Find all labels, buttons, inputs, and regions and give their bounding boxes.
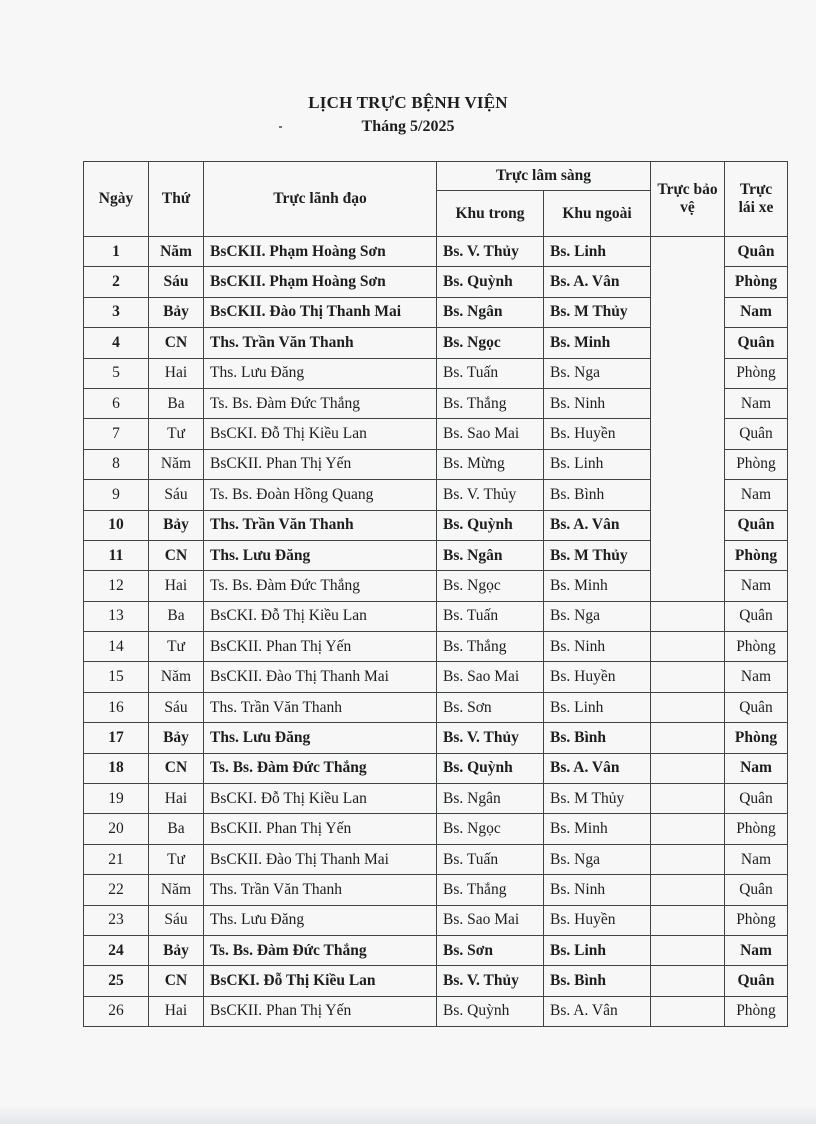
- outer-zone-cell: Bs. Ninh: [544, 632, 651, 662]
- day-cell: 5: [84, 358, 149, 388]
- outer-zone-cell: Bs. A. Vân: [544, 996, 651, 1026]
- driver-cell: Nam: [725, 571, 788, 601]
- leader-cell: Ts. Bs. Đàm Đức Thắng: [204, 388, 437, 418]
- driver-cell: Nam: [725, 753, 788, 783]
- leader-cell: Ths. Trần Văn Thanh: [204, 328, 437, 358]
- leader-cell: BsCKII. Phan Thị Yến: [204, 996, 437, 1026]
- inner-zone-cell: Bs. Tuấn: [437, 601, 544, 631]
- inner-zone-cell: Bs. Thắng: [437, 875, 544, 905]
- inner-zone-cell: Bs. Sơn: [437, 935, 544, 965]
- leader-cell: Ths. Lưu Đăng: [204, 358, 437, 388]
- leader-cell: BsCKI. Đỗ Thị Kiều Lan: [204, 601, 437, 631]
- table-row: [84, 632, 788, 662]
- inner-zone-cell: Bs. Ngân: [437, 784, 544, 814]
- guard-cell: [651, 935, 725, 965]
- day-cell: 16: [84, 692, 149, 722]
- leader-cell: BsCKI. Đỗ Thị Kiều Lan: [204, 966, 437, 996]
- leader-cell: BsCKII. Phạm Hoàng Sơn: [204, 267, 437, 297]
- leader-cell: Ths. Trần Văn Thanh: [204, 510, 437, 540]
- weekday-cell: Năm: [149, 662, 204, 692]
- col-header-weekday: Thứ: [149, 162, 204, 237]
- inner-zone-cell: Bs. Sao Mai: [437, 419, 544, 449]
- outer-zone-cell: Bs. Linh: [544, 449, 651, 479]
- leader-cell: Ths. Lưu Đăng: [204, 540, 437, 570]
- weekday-cell: Hai: [149, 358, 204, 388]
- day-cell: 12: [84, 571, 149, 601]
- driver-cell: Phòng: [725, 905, 788, 935]
- table-row: [84, 905, 788, 935]
- outer-zone-cell: Bs. Nga: [544, 844, 651, 874]
- outer-zone-cell: Bs. Huyền: [544, 662, 651, 692]
- col-header-driver: Trực lái xe: [725, 162, 788, 237]
- leader-cell: BsCKII. Phạm Hoàng Sơn: [204, 237, 437, 267]
- leader-cell: Ts. Bs. Đoàn Hồng Quang: [204, 480, 437, 510]
- leader-cell: BsCKII. Phan Thị Yến: [204, 814, 437, 844]
- table-row: [84, 875, 788, 905]
- inner-zone-cell: Bs. Quỳnh: [437, 996, 544, 1026]
- col-header-outer: Khu ngoài: [544, 191, 651, 237]
- col-header-guard: Trực bảo vệ: [651, 162, 725, 237]
- day-cell: 19: [84, 784, 149, 814]
- day-cell: 17: [84, 723, 149, 753]
- table-row: [84, 996, 788, 1026]
- driver-cell: Nam: [725, 844, 788, 874]
- guard-cell: [651, 814, 725, 844]
- day-cell: 4: [84, 328, 149, 358]
- weekday-cell: CN: [149, 540, 204, 570]
- leader-cell: Ths. Trần Văn Thanh: [204, 875, 437, 905]
- page-title: LỊCH TRỰC BỆNH VIỆN: [308, 93, 508, 112]
- guard-cell: [651, 632, 725, 662]
- guard-cell: [651, 875, 725, 905]
- outer-zone-cell: Bs. Bình: [544, 723, 651, 753]
- day-cell: 1: [84, 237, 149, 267]
- outer-zone-cell: Bs. Linh: [544, 237, 651, 267]
- driver-cell: Quân: [725, 875, 788, 905]
- driver-cell: Quân: [725, 601, 788, 631]
- driver-cell: Phòng: [725, 449, 788, 479]
- day-cell: 23: [84, 905, 149, 935]
- table-row: [84, 692, 788, 722]
- leader-cell: Ts. Bs. Đàm Đức Thắng: [204, 571, 437, 601]
- outer-zone-cell: Bs. Minh: [544, 814, 651, 844]
- outer-zone-cell: Bs. Nga: [544, 358, 651, 388]
- weekday-cell: Ba: [149, 388, 204, 418]
- inner-zone-cell: Bs. Thắng: [437, 632, 544, 662]
- day-cell: 3: [84, 297, 149, 327]
- weekday-cell: Năm: [149, 237, 204, 267]
- inner-zone-cell: Bs. Sao Mai: [437, 905, 544, 935]
- inner-zone-cell: Bs. Quỳnh: [437, 267, 544, 297]
- outer-zone-cell: Bs. Ninh: [544, 388, 651, 418]
- table-row: [84, 753, 788, 783]
- guard-cell: [651, 601, 725, 631]
- driver-cell: Quân: [725, 419, 788, 449]
- weekday-cell: Sáu: [149, 905, 204, 935]
- outer-zone-cell: Bs. Bình: [544, 480, 651, 510]
- day-cell: 13: [84, 601, 149, 631]
- weekday-cell: CN: [149, 328, 204, 358]
- outer-zone-cell: Bs. Minh: [544, 328, 651, 358]
- table-row: [84, 966, 788, 996]
- leader-cell: BsCKI. Đỗ Thị Kiều Lan: [204, 784, 437, 814]
- inner-zone-cell: Bs. Ngọc: [437, 814, 544, 844]
- outer-zone-cell: Bs. Ninh: [544, 875, 651, 905]
- inner-zone-cell: Bs. Tuấn: [437, 358, 544, 388]
- inner-zone-cell: Bs. Ngân: [437, 297, 544, 327]
- inner-zone-cell: Bs. Quỳnh: [437, 510, 544, 540]
- driver-cell: Quân: [725, 966, 788, 996]
- table-row: [84, 935, 788, 965]
- leader-cell: Ts. Bs. Đàm Đức Thắng: [204, 753, 437, 783]
- outer-zone-cell: Bs. Nga: [544, 601, 651, 631]
- day-cell: 8: [84, 449, 149, 479]
- col-header-clinical: Trực lâm sàng: [437, 162, 651, 191]
- guard-cell: [651, 784, 725, 814]
- guard-cell: [651, 996, 725, 1026]
- col-header-inner: Khu trong: [437, 191, 544, 237]
- weekday-cell: Sáu: [149, 480, 204, 510]
- driver-cell: Phòng: [725, 632, 788, 662]
- guard-cell: [651, 237, 725, 602]
- weekday-cell: Sáu: [149, 692, 204, 722]
- outer-zone-cell: Bs. Linh: [544, 935, 651, 965]
- weekday-cell: Hai: [149, 784, 204, 814]
- inner-zone-cell: Bs. Ngọc: [437, 571, 544, 601]
- duty-schedule-table: [83, 161, 788, 1027]
- day-cell: 6: [84, 388, 149, 418]
- weekday-cell: Sáu: [149, 267, 204, 297]
- inner-zone-cell: Bs. Thắng: [437, 388, 544, 418]
- page-subtitle: Tháng 5/2025: [361, 118, 455, 135]
- driver-cell: Quân: [725, 328, 788, 358]
- day-cell: 24: [84, 935, 149, 965]
- table-row: [84, 237, 788, 267]
- weekday-cell: CN: [149, 966, 204, 996]
- day-cell: 22: [84, 875, 149, 905]
- weekday-cell: Hai: [149, 571, 204, 601]
- leader-cell: Ts. Bs. Đàm Đức Thắng: [204, 935, 437, 965]
- table-row: [84, 784, 788, 814]
- weekday-cell: Bảy: [149, 510, 204, 540]
- schedule-body: [84, 237, 788, 1027]
- day-cell: 26: [84, 996, 149, 1026]
- leader-cell: BsCKII. Phan Thị Yến: [204, 632, 437, 662]
- guard-cell: [651, 692, 725, 722]
- day-cell: 15: [84, 662, 149, 692]
- guard-cell: [651, 662, 725, 692]
- leader-cell: Ths. Lưu Đăng: [204, 723, 437, 753]
- driver-cell: Nam: [725, 388, 788, 418]
- table-row: [84, 662, 788, 692]
- weekday-cell: Tư: [149, 632, 204, 662]
- day-cell: 25: [84, 966, 149, 996]
- table-row: [84, 723, 788, 753]
- outer-zone-cell: Bs. Huyền: [544, 419, 651, 449]
- guard-cell: [651, 753, 725, 783]
- leader-cell: BsCKI. Đỗ Thị Kiều Lan: [204, 419, 437, 449]
- inner-zone-cell: Bs. Ngân: [437, 540, 544, 570]
- driver-cell: Quân: [725, 784, 788, 814]
- col-header-leader: Trực lãnh đạo: [204, 162, 437, 237]
- weekday-cell: CN: [149, 753, 204, 783]
- leader-cell: BsCKII. Phan Thị Yến: [204, 449, 437, 479]
- day-cell: 20: [84, 814, 149, 844]
- inner-zone-cell: Bs. V. Thủy: [437, 723, 544, 753]
- day-cell: 10: [84, 510, 149, 540]
- driver-cell: Phòng: [725, 540, 788, 570]
- weekday-cell: Tư: [149, 419, 204, 449]
- leader-cell: BsCKII. Đào Thị Thanh Mai: [204, 844, 437, 874]
- driver-cell: Nam: [725, 935, 788, 965]
- outer-zone-cell: Bs. A. Vân: [544, 510, 651, 540]
- leader-cell: BsCKII. Đào Thị Thanh Mai: [204, 662, 437, 692]
- inner-zone-cell: Bs. V. Thủy: [437, 237, 544, 267]
- guard-cell: [651, 966, 725, 996]
- outer-zone-cell: Bs. M Thủy: [544, 784, 651, 814]
- weekday-cell: Hai: [149, 996, 204, 1026]
- weekday-cell: Ba: [149, 601, 204, 631]
- day-cell: 11: [84, 540, 149, 570]
- driver-cell: Phòng: [725, 814, 788, 844]
- day-cell: 18: [84, 753, 149, 783]
- weekday-cell: Bảy: [149, 723, 204, 753]
- inner-zone-cell: Bs. Tuấn: [437, 844, 544, 874]
- day-cell: 2: [84, 267, 149, 297]
- guard-cell: [651, 844, 725, 874]
- outer-zone-cell: Bs. A. Vân: [544, 753, 651, 783]
- day-cell: 21: [84, 844, 149, 874]
- driver-cell: Phòng: [725, 996, 788, 1026]
- weekday-cell: Tư: [149, 844, 204, 874]
- outer-zone-cell: Bs. A. Vân: [544, 267, 651, 297]
- day-cell: 14: [84, 632, 149, 662]
- driver-cell: Phòng: [725, 267, 788, 297]
- leader-cell: Ths. Trần Văn Thanh: [204, 692, 437, 722]
- inner-zone-cell: Bs. V. Thủy: [437, 480, 544, 510]
- weekday-cell: Bảy: [149, 297, 204, 327]
- guard-cell: [651, 905, 725, 935]
- inner-zone-cell: Bs. Ngọc: [437, 328, 544, 358]
- header-row-1: [84, 162, 788, 191]
- weekday-cell: Năm: [149, 449, 204, 479]
- leader-cell: Ths. Lưu Đăng: [204, 905, 437, 935]
- weekday-cell: Năm: [149, 875, 204, 905]
- driver-cell: Phòng: [725, 358, 788, 388]
- inner-zone-cell: Bs. Mừng: [437, 449, 544, 479]
- driver-cell: Quân: [725, 692, 788, 722]
- day-cell: 9: [84, 480, 149, 510]
- driver-cell: Nam: [725, 662, 788, 692]
- inner-zone-cell: Bs. Sơn: [437, 692, 544, 722]
- weekday-cell: Ba: [149, 814, 204, 844]
- outer-zone-cell: Bs. M Thủy: [544, 540, 651, 570]
- guard-cell: [651, 723, 725, 753]
- table-row: [84, 601, 788, 631]
- inner-zone-cell: Bs. Quỳnh: [437, 753, 544, 783]
- outer-zone-cell: Bs. Minh: [544, 571, 651, 601]
- driver-cell: Nam: [725, 297, 788, 327]
- driver-cell: Quân: [725, 237, 788, 267]
- leader-cell: BsCKII. Đào Thị Thanh Mai: [204, 297, 437, 327]
- inner-zone-cell: Bs. Sao Mai: [437, 662, 544, 692]
- driver-cell: Quân: [725, 510, 788, 540]
- outer-zone-cell: Bs. M Thủy: [544, 297, 651, 327]
- weekday-cell: Bảy: [149, 935, 204, 965]
- table-row: [84, 814, 788, 844]
- outer-zone-cell: Bs. Bình: [544, 966, 651, 996]
- day-cell: 7: [84, 419, 149, 449]
- inner-zone-cell: Bs. V. Thủy: [437, 966, 544, 996]
- driver-cell: Phòng: [725, 723, 788, 753]
- table-row: [84, 844, 788, 874]
- driver-cell: Nam: [725, 480, 788, 510]
- outer-zone-cell: Bs. Linh: [544, 692, 651, 722]
- col-header-day: Ngày: [84, 162, 149, 237]
- outer-zone-cell: Bs. Huyền: [544, 905, 651, 935]
- scan-edge: [0, 1106, 816, 1124]
